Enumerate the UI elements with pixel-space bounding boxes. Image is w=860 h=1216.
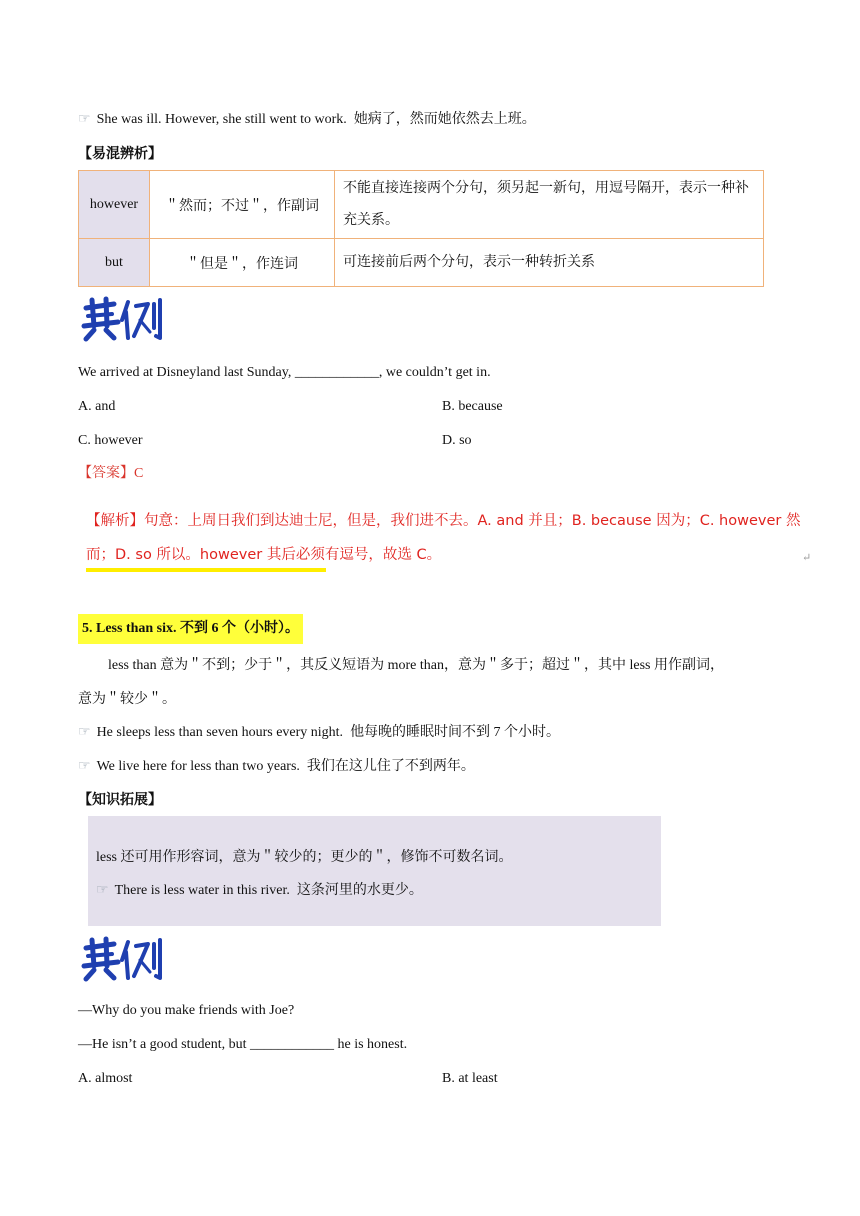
comparison-table	[78, 170, 764, 287]
table-cell-meaning: ＂但是＂，作连词	[150, 239, 335, 287]
option-a: A. almost	[78, 1071, 133, 1086]
option-c: C. however	[78, 433, 143, 448]
analysis-block	[78, 500, 808, 574]
answer-value: C	[134, 466, 144, 481]
table-cell-word: however	[79, 171, 150, 239]
typical-example-stamp	[80, 296, 162, 342]
example-sentence	[78, 723, 560, 743]
example-en: There is less water in this river.	[114, 883, 290, 898]
paragraph-mark-icon: ↵	[802, 552, 812, 564]
table-row	[79, 171, 764, 239]
example-sentence	[96, 879, 423, 899]
option-b: B. at least	[442, 1071, 498, 1086]
option-a: A. and	[78, 399, 116, 414]
pointing-hand-icon: ☞	[78, 112, 91, 127]
option-d: D. so	[442, 433, 472, 448]
question-2-line-1: —Why do you make friends with Joe?	[78, 1003, 295, 1018]
example-zh: 我们在这儿住了不到两年。	[306, 759, 475, 774]
example-sentence	[78, 110, 536, 130]
section-confusion-heading: 【易混辨析】	[78, 147, 162, 162]
table-cell-word: but	[79, 239, 150, 287]
question-2-line-2: —He isn’t a good student, but ____________ he is honest.	[78, 1037, 408, 1052]
pointing-hand-icon: ☞	[78, 725, 91, 740]
answer-label: 【答案】	[78, 466, 134, 481]
example-zh: 这条河里的水更少。	[296, 883, 423, 898]
knowledge-text: less 还可用作形容词，意为＂较少的；更少的＂，修饰不可数名词。	[96, 850, 513, 865]
option-b: B. because	[442, 399, 503, 414]
table-cell-meaning: ＂然而；不过＂，作副词	[150, 171, 335, 239]
section-5-paragraph-cont: 意为＂较少＂。	[78, 692, 176, 707]
highlight-underline	[86, 568, 326, 572]
typical-example-stamp	[80, 936, 162, 982]
answer-line	[78, 464, 143, 484]
example-en: She was ill. However, she still went to work.	[96, 112, 347, 127]
section-5-heading: 5. Less than six. 不到 6 个（小时）。	[78, 614, 303, 644]
table-row	[79, 239, 764, 287]
example-sentence	[78, 757, 475, 777]
pointing-hand-icon: ☞	[96, 883, 109, 898]
example-zh: 他每晚的睡眠时间不到 7 个小时。	[350, 725, 561, 740]
table-cell-note: 不能直接连接两个分句，须另起一新句，用逗号隔开，表示一种补充关系。	[335, 171, 764, 239]
section-5-paragraph: less than 意为＂不到；少于＂，其反义短语为 more than，意为＂多于；超过＂，其中 less 用作副词，	[108, 658, 724, 673]
question-1: We arrived at Disneyland last Sunday, ____________, we couldn’t get in.	[78, 365, 491, 380]
example-en: We live here for less than two years.	[96, 759, 300, 774]
example-en: He sleeps less than seven hours every night.	[96, 725, 344, 740]
knowledge-box	[88, 816, 661, 926]
example-zh: 她病了，然而她依然去上班。	[353, 112, 536, 127]
table-cell-note: 可连接前后两个分句，表示一种转折关系	[335, 239, 764, 287]
pointing-hand-icon: ☞	[78, 759, 91, 774]
analysis-text: 【解析】句意：上周日我们到达迪士尼，但是，我们进不去。A. and 并且；B. because 因为；C. however 然而；D. so 所以。however 其后必须有逗号，故选 C。	[86, 513, 801, 563]
section-expand-heading: 【知识拓展】	[78, 793, 162, 808]
